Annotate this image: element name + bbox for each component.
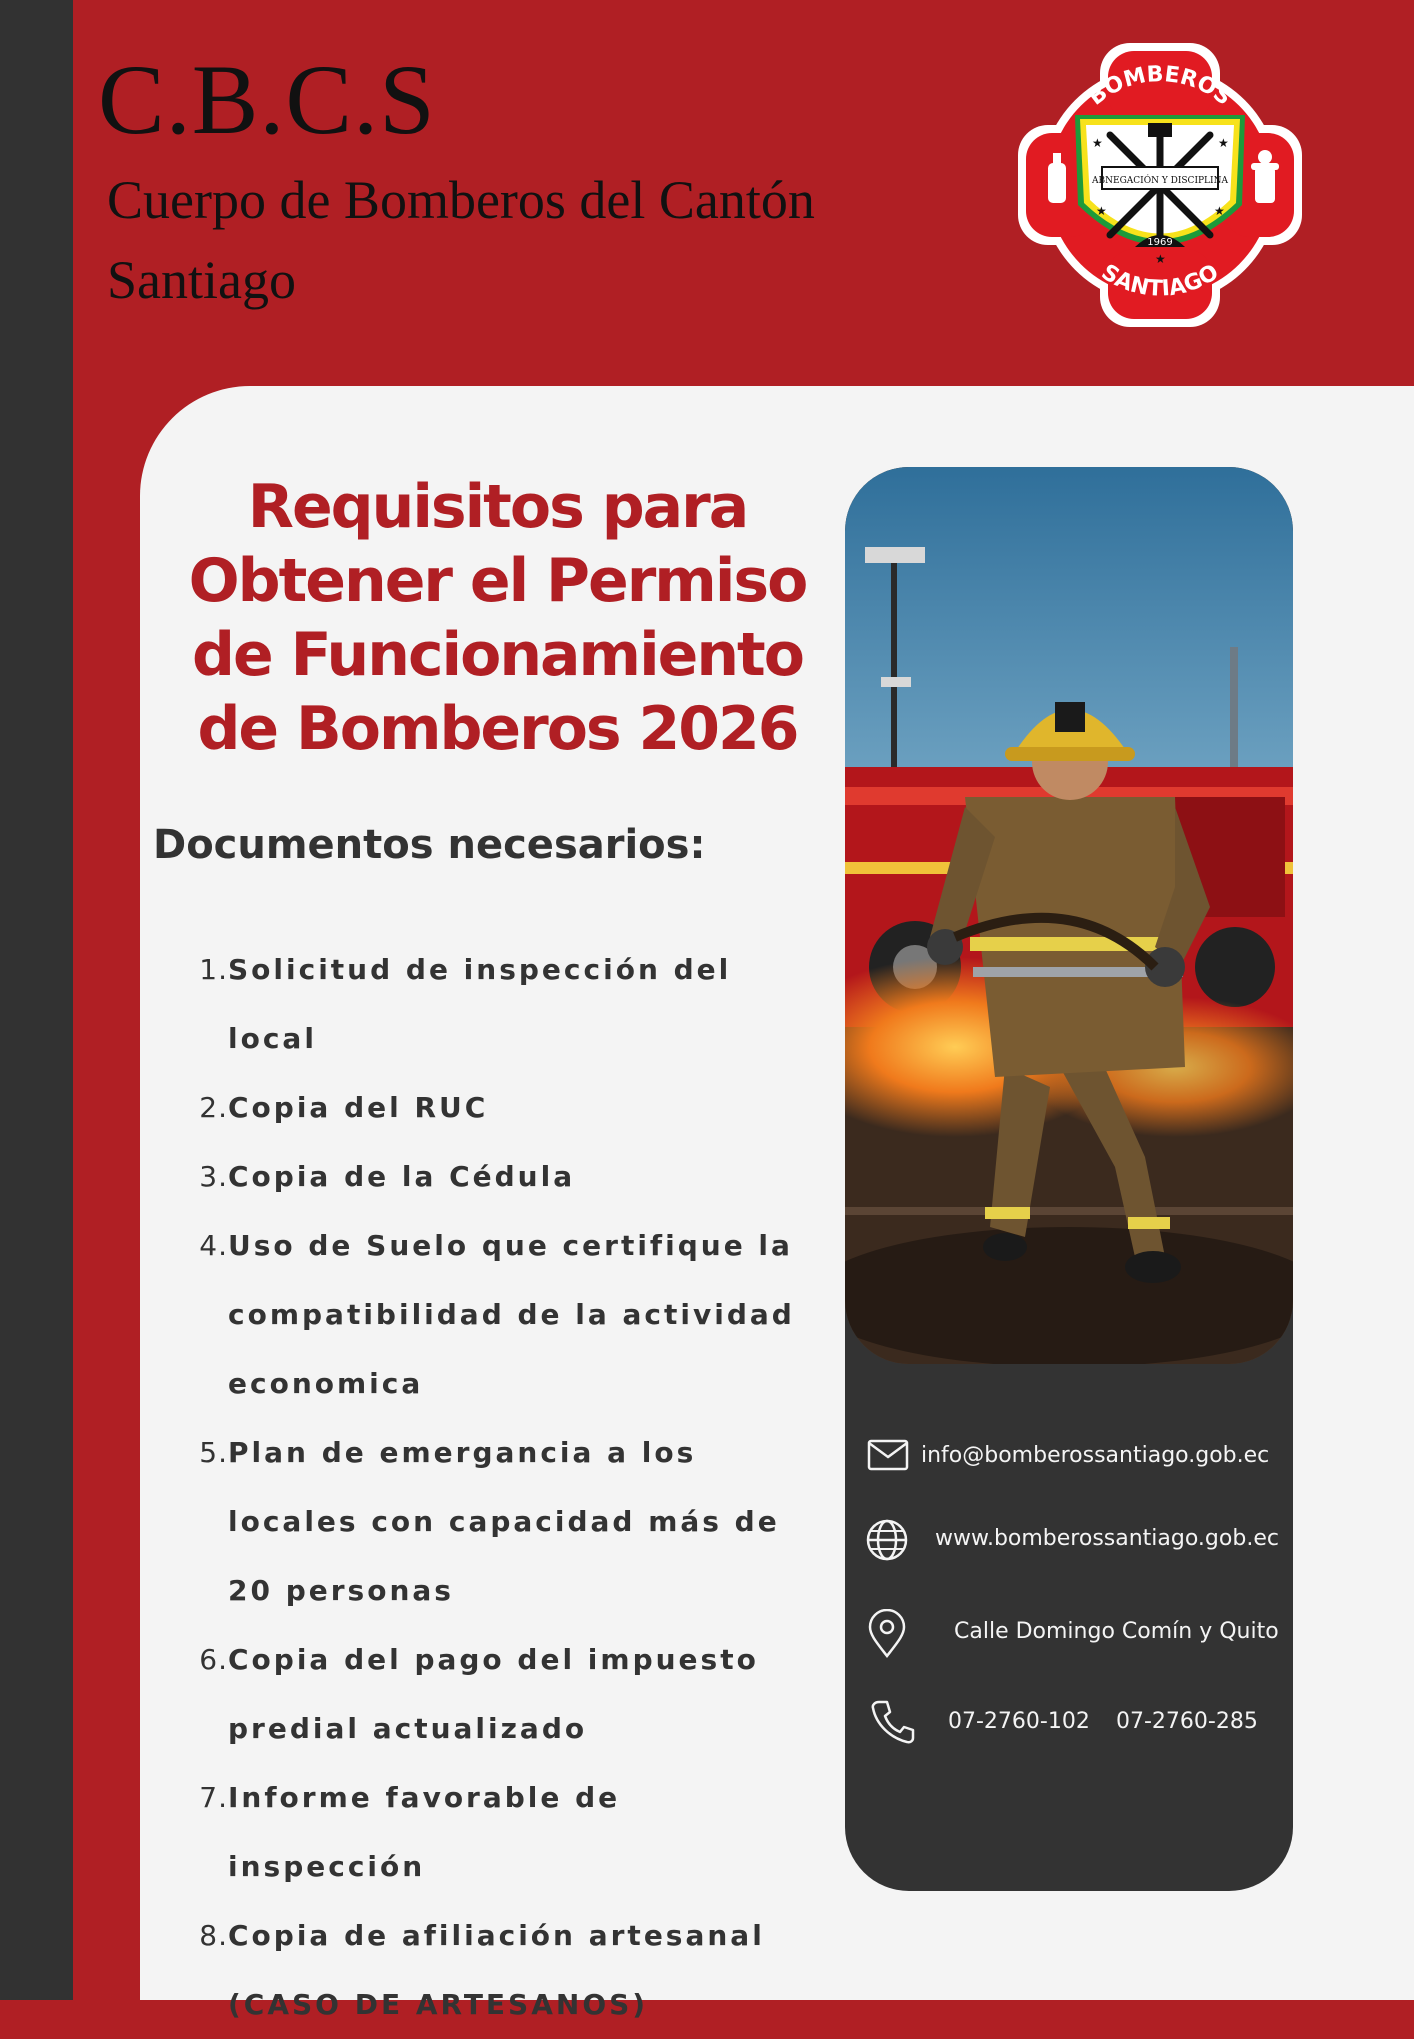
logo-motto: ABNEGACIÓN Y DISCIPLINA <box>1092 176 1228 186</box>
document-item <box>185 1418 825 1625</box>
svg-text:★: ★ <box>1155 252 1166 266</box>
contact-address-row <box>845 1605 1293 1665</box>
document-number: 4. <box>199 1229 228 1262</box>
left-dark-strip <box>0 0 73 2000</box>
contact-phone-row <box>845 1695 1293 1755</box>
contact-email-row <box>845 1429 1293 1489</box>
logo-bottom-text: SANTIAGO <box>1096 259 1224 302</box>
contact-website-row <box>845 1512 1293 1572</box>
svg-text:★: ★ <box>1214 204 1225 218</box>
firefighter-photo <box>845 467 1293 1364</box>
document-text: Copia del pago del impuesto predial actualizado <box>228 1643 759 1745</box>
document-text: Copia de la Cédula <box>228 1160 576 1193</box>
document-number: 7. <box>199 1781 228 1814</box>
phone-icon <box>871 1699 915 1745</box>
contact-address: Calle Domingo Comín y Quito <box>954 1619 1279 1644</box>
document-text: Copia del RUC <box>228 1091 489 1124</box>
bomberos-santiago-logo <box>1010 35 1310 335</box>
document-item <box>185 1763 825 1901</box>
document-item <box>185 1625 825 1763</box>
svg-text:★: ★ <box>1092 136 1103 150</box>
document-text: Copia de afiliación artesanal (CASO DE ARTESANOS) <box>228 1919 765 2021</box>
document-number: 1. <box>199 953 228 986</box>
page-title: Requisitos para Obtener el Permiso de Funcionamiento de Bomberos 2026 <box>188 472 807 764</box>
documents-list <box>185 935 825 2039</box>
contact-phone-2[interactable]: 07-2760-285 <box>1116 1709 1258 1734</box>
document-item <box>185 1211 825 1418</box>
logo-top-text: BOMBEROS <box>1084 61 1236 111</box>
document-number: 8. <box>199 1919 228 1952</box>
globe-icon <box>865 1518 909 1562</box>
document-number: 5. <box>199 1436 228 1469</box>
envelope-icon <box>867 1439 909 1471</box>
svg-text:★: ★ <box>1096 204 1107 218</box>
documents-heading: Documentos necesarios: <box>153 822 706 868</box>
organization-name: Cuerpo de Bomberos del Cantón Santiago <box>107 170 815 310</box>
document-number: 3. <box>199 1160 228 1193</box>
document-item <box>185 1142 825 1211</box>
document-text: Solicitud de inspección del local <box>228 953 732 1055</box>
contact-phone-1[interactable]: 07-2760-102 <box>948 1709 1090 1734</box>
document-number: 2. <box>199 1091 228 1124</box>
contact-website[interactable]: www.bomberossantiago.gob.ec <box>935 1526 1279 1551</box>
logo-year: 1969 <box>1147 237 1173 248</box>
document-item <box>185 1073 825 1142</box>
svg-text:★: ★ <box>1218 136 1229 150</box>
document-text: Plan de emergancia a los locales con capacidad más de 20 personas <box>228 1436 780 1607</box>
document-text: Uso de Suelo que certifique la compatibilidad de la actividad economica <box>228 1229 795 1400</box>
document-item <box>185 1901 825 2039</box>
contact-email[interactable]: info@bomberossantiago.gob.ec <box>921 1443 1270 1468</box>
location-pin-icon <box>867 1609 907 1659</box>
document-item <box>185 935 825 1073</box>
organization-abbreviation: C.B.C.S <box>98 44 436 155</box>
photo-contact-card <box>845 467 1293 1891</box>
document-text: Informe favorable de inspección <box>228 1781 621 1883</box>
document-number: 6. <box>199 1643 228 1676</box>
